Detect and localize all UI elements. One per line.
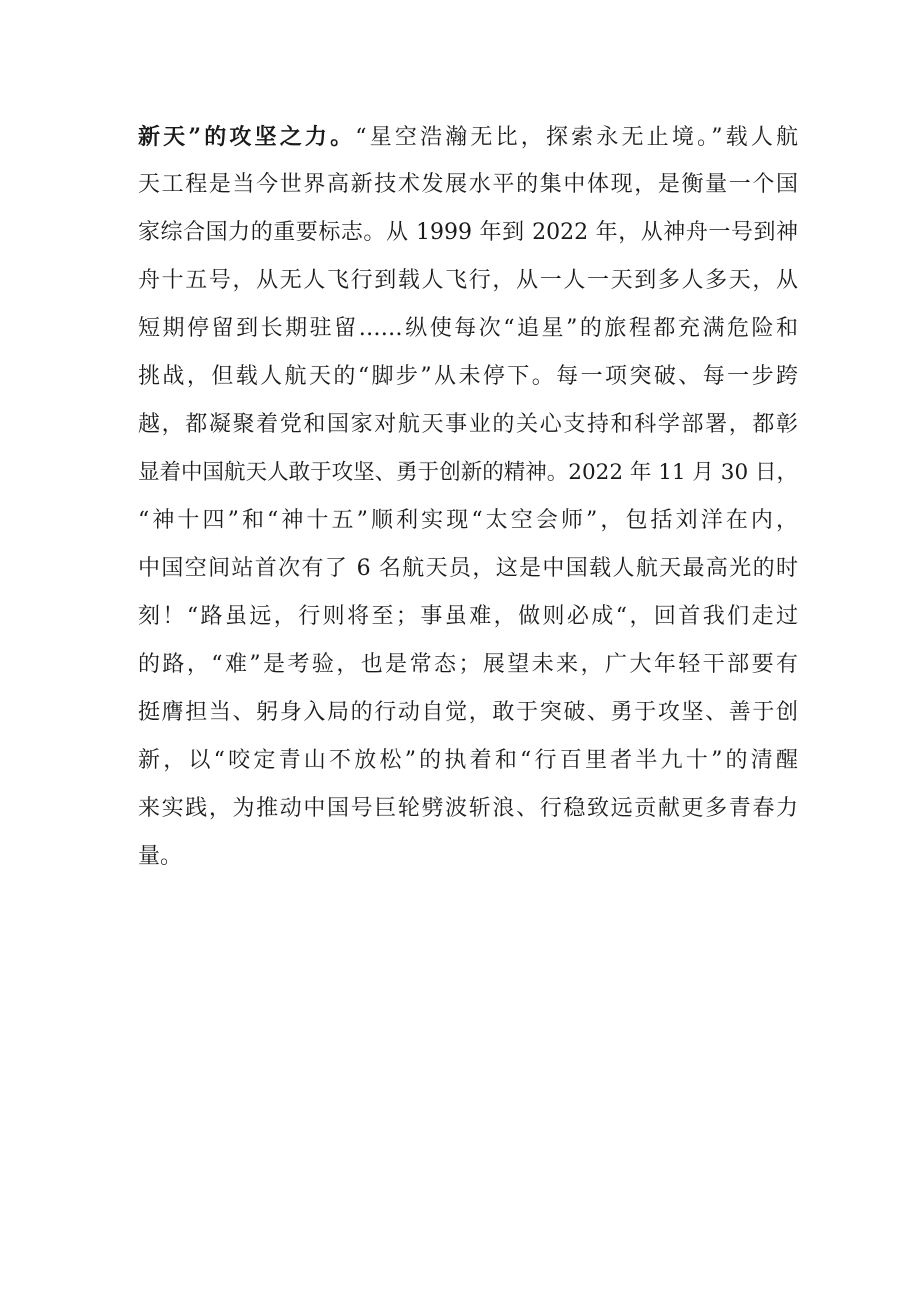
paragraph-line-1 [138,113,798,161]
paragraph-line-16: 量。 [138,844,183,869]
paragraph-line-13: 挺膺担当、躬身入局的行动自觉，敢于突破、勇于攻坚、善于创 [138,700,798,725]
paragraph-line-12: 的路，“难”是考验，也是常态；展望未来，广大年轻干部要有 [138,652,798,677]
paragraph-line-3: 家综合国力的重要标志。从 1999 年到 2022 年，从神舟一号到神 [138,220,798,245]
bold-phrase: 新天”的攻坚之力。 [138,124,356,150]
line-text: “星空浩瀚无比，探索永无止境。”载人航 [355,125,799,150]
paragraph-line-2: 天工程是当今世界高新技术发展水平的集中体现，是衡量一个国 [138,172,798,197]
paragraph-line-10: 中国空间站首次有了 6 名航天员，这是中国载人航天最高光的时 [138,556,798,581]
paragraph-line-9: “神十四”和“神十五”顺利实现“太空会师”，包括刘洋在内， [138,508,798,533]
paragraph-line-14: 新，以“咬定青山不放松”的执着和“行百里者半九十”的清醒 [138,748,798,773]
paragraph-line-6: 挑战，但载人航天的“脚步”从未停下。每一项突破、每一步跨 [138,364,798,389]
paragraph-line-11: 刻！“路虽远，行则将至；事虽难，做则必成“，回首我们走过 [138,604,798,629]
body-paragraph [138,113,798,881]
paragraph-line-15: 来实践，为推动中国号巨轮劈波斩浪、行稳致远贡献更多青春力 [138,796,798,821]
paragraph-line-7: 越，都凝聚着党和国家对航天事业的关心支持和科学部署，都彰 [138,412,798,437]
paragraph-line-8: 显着中国航天人敢于攻坚、勇于创新的精神。2022 年 11 月 30 日， [138,460,798,485]
paragraph-line-4: 舟十五号，从无人飞行到载人飞行，从一人一天到多人多天，从 [138,268,798,293]
paragraph-line-5: 短期停留到长期驻留……纵使每次“追星”的旅程都充满危险和 [138,316,798,341]
